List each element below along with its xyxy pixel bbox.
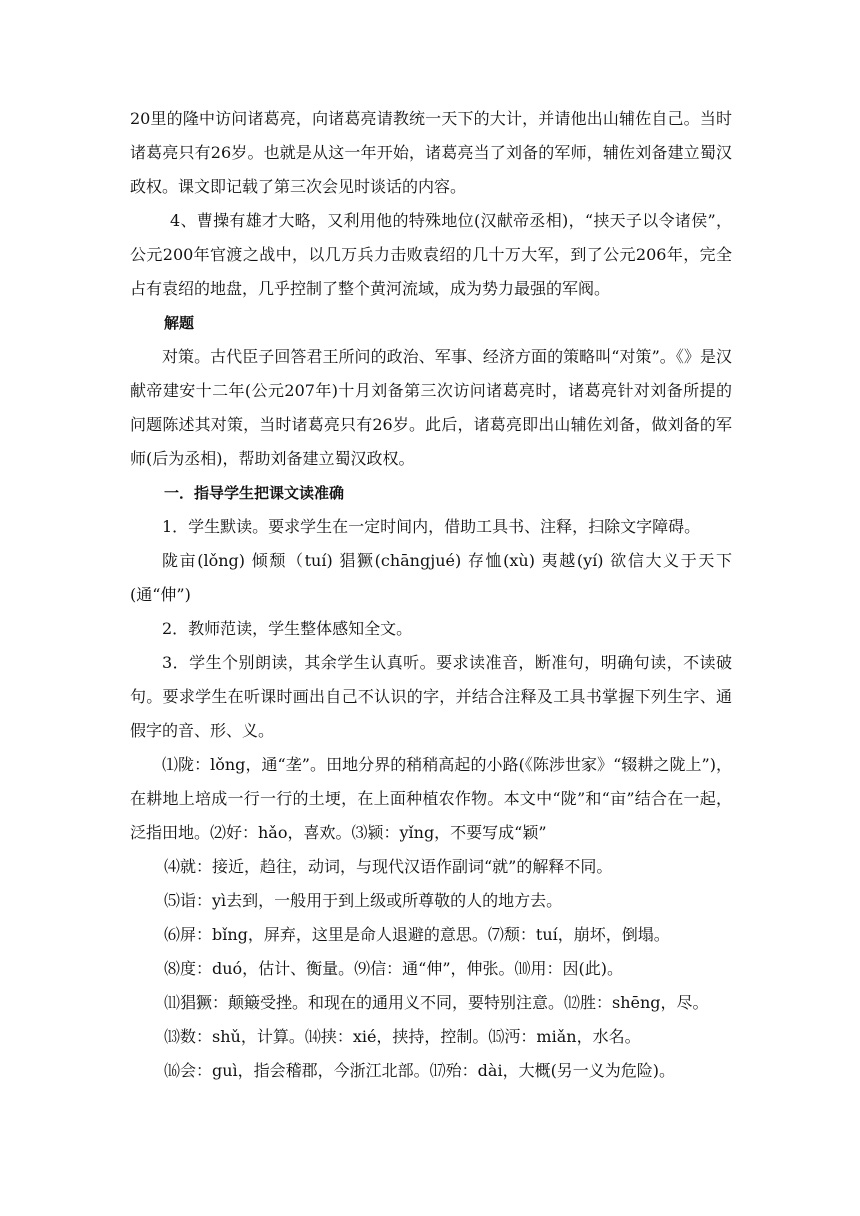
paragraph-step-1: 1．学生默读。要求学生在一定时间内，借助工具书、注释，扫除文字障碍。 xyxy=(162,517,701,536)
annotation-6-7: ⑹屏：bǐng，屏弃，这里是命人退避的意思。⑺颓：tuí，崩坏，倒塌。 xyxy=(164,925,670,944)
paragraph-step-3: 3．学生个别朗读，其余学生认真听。要求读准音，断准句，明确句读，不读破句。要求学生在听课时画出自己不认识的字，并结合注释及工具书掌握下列生字、通假字的音、形、义。 xyxy=(130,653,732,740)
paragraph-jieti-body: 对策。古代臣子回答君王所问的政治、军事、经济方面的策略叫“对策”。《》是汉献帝建安十二年(公元207年)十月刘备第三次访问诸葛亮时，诸葛亮针对刘备所提的问题陈述其对策，当时诸葛亮只有26岁。此后，诸葛亮即出山辅佐刘备，做刘备的军师(后为丞相)，帮助刘备建立蜀汉政权。 xyxy=(130,347,732,468)
heading-section-1: 一．指导学生把课文读准确 xyxy=(164,484,345,502)
document-page xyxy=(130,102,732,1088)
annotation-16-17: ⒃会：guì，指会稽郡，今浙江北部。⒄殆：dài，大概(另一义为危险)。 xyxy=(164,1061,676,1080)
paragraph-step-1-words: 陇亩(lǒng) 倾颓（tuí) 猖獗(chāngjué) 存恤(xù) 夷越(yí) 欲信大义于天下(通“伸”) xyxy=(130,551,732,604)
annotation-8-10: ⑻度：duó，估计、衡量。⑼信：通“伸”，伸张。⑽用：因(此)。 xyxy=(164,959,624,978)
annotation-5: ⑸诣：yì去到，一般用于到上级或所尊敬的人的地方去。 xyxy=(164,891,563,910)
annotation-1-3: ⑴陇：lǒng，通“垄”。田地分界的稍稍高起的小路(《陈涉世家》“辍耕之陇上”)，在耕地上培成一行一行的土埂，在上面种植农作物。本文中“陇”和“亩”结合在一起，泛指田地。⑵好：hǎo，喜欢。⑶颍：yǐng，不要写成“颖” xyxy=(130,755,732,842)
annotation-4: ⑷就：接近，趋往，动词，与现代汉语作副词“就”的解释不同。 xyxy=(164,857,613,876)
paragraph-intro-continuation: 20里的隆中访问诸葛亮，向诸葛亮请教统一天下的大计，并请他出山辅佐自己。当时诸葛亮只有26岁。也就是从这一年开始，诸葛亮当了刘备的军师，辅佐刘备建立蜀汉政权。课文即记载了第三次会见时谈话的内容。 xyxy=(130,109,732,196)
paragraph-point-4: 4、曹操有雄才大略，又利用他的特殊地位(汉献帝丞相)，“挟天子以令诸侯”，公元200年官渡之战中，以几万兵力击败袁绍的几十万大军，到了公元206年，完全占有袁绍的地盘，几乎控制了整个黄河流域，成为势力最强的军阀。 xyxy=(130,211,732,298)
paragraph-step-2: 2．教师范读，学生整体感知全文。 xyxy=(162,619,413,638)
annotation-13-15: ⒀数：shǔ，计算。⒁挟：xié，挟持，控制。⒂沔：miǎn，水名。 xyxy=(164,1027,641,1046)
annotation-11-12: ⑾猖獗：颠簸受挫。和现在的通用义不同，要特别注意。⑿胜：shēng，尽。 xyxy=(164,993,709,1012)
heading-jieti: 解题 xyxy=(164,314,195,332)
